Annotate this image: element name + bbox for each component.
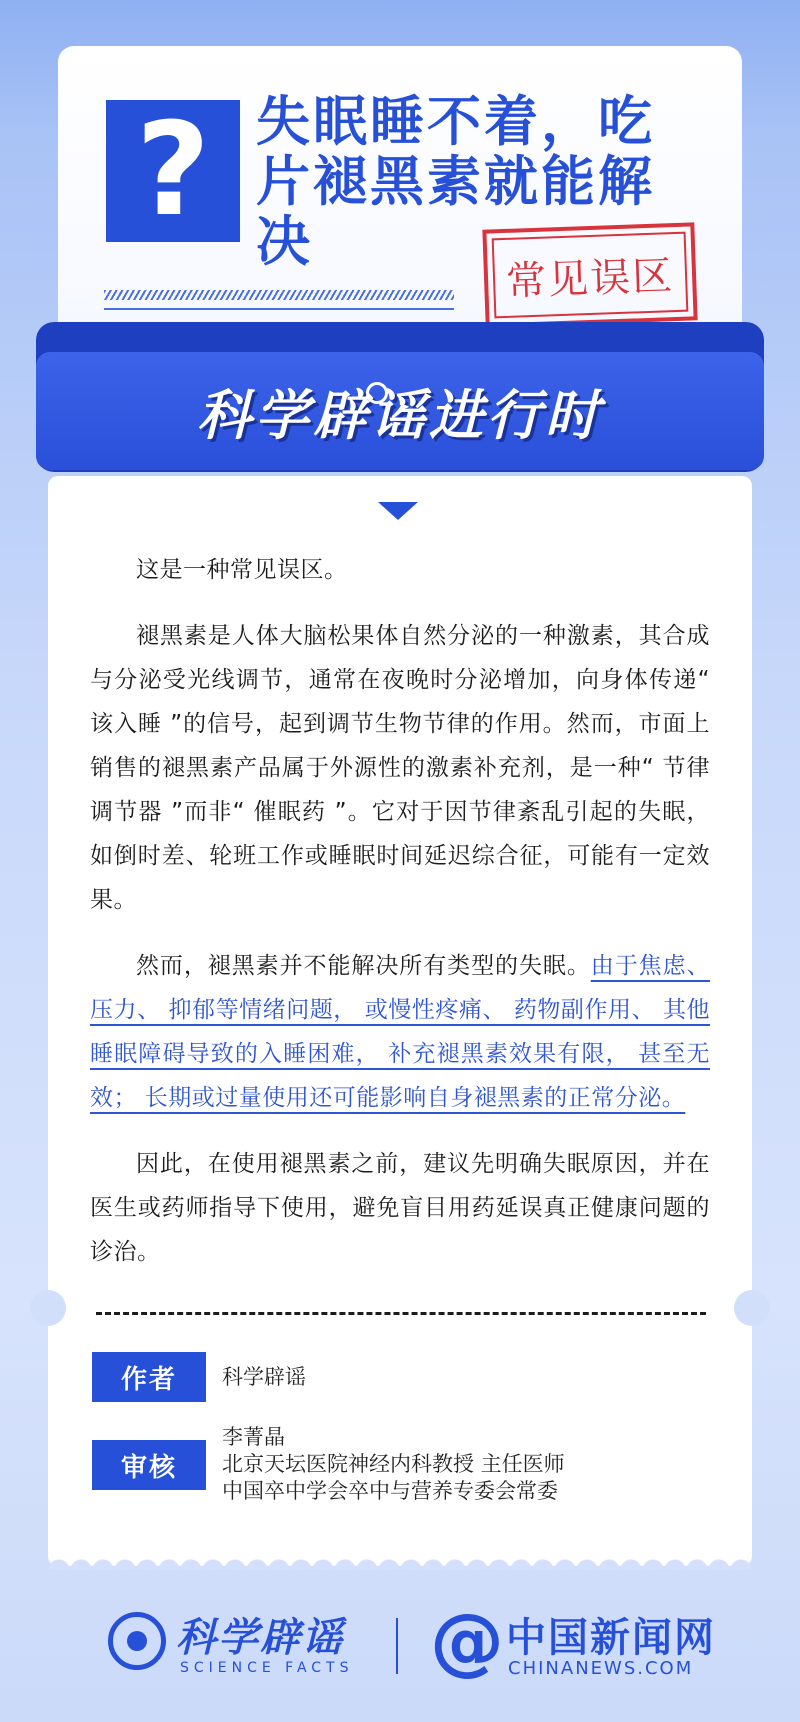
scalloped-edge <box>48 1548 752 1570</box>
reviewer-role: 中国卒中学会卒中与营养专委会常委 <box>222 1479 558 1503</box>
paragraph-definition: 褪黑素是人体大脑松果体自然分泌的一种激素，其合成与分泌受光线调节，通常在夜晚时分泌增加，向身体传递“ 该入睡 ”的信号，起到调节生物节律的作用。然而，市面上销售的褪黑素产品属于外源性的激素补充剂，是一种“ 节律调节器 ”而非“ 催眠药 ”。它对于因节律紊乱引起的失眠，如倒时差、轮班工作或睡眠时间延迟综合征，可能有一定效果。 <box>90 623 710 913</box>
science-facts-logo-title: 科学辟谣 <box>176 1615 344 1661</box>
science-facts-logo-sub: SCIENCE FACTS <box>180 1660 354 1676</box>
decorative-stripe <box>104 290 454 300</box>
science-facts-logo-icon <box>108 1612 166 1670</box>
pointer-triangle-icon <box>378 502 418 520</box>
decorative-line <box>104 308 454 310</box>
stamp-label: 常见误区 <box>492 232 689 319</box>
dashed-divider <box>96 1312 706 1315</box>
paragraph-limitations <box>90 944 710 1120</box>
author-label: 作者 <box>92 1352 206 1402</box>
question-icon <box>106 96 240 245</box>
chinanews-logo-title: 中国新闻网 <box>506 1615 716 1661</box>
paragraph-advice: 因此，在使用褪黑素之前，建议先明确失眠原因，并在医生或药师指导下使用，避免盲目用药延误真正健康问题的诊治。 <box>90 1151 710 1265</box>
article-body <box>90 548 710 1296</box>
misconception-stamp <box>482 222 697 327</box>
footer <box>0 1600 800 1710</box>
reviewer-title: 北京天坛医院神经内科教授 主任医师 <box>222 1452 565 1476</box>
ticket-notch-left <box>30 1290 66 1326</box>
chinanews-logo-sub: CHINANEWS.COM <box>508 1658 694 1679</box>
reviewer-name: 李菁晶 <box>222 1425 285 1449</box>
reviewer-info <box>222 1424 565 1505</box>
page-title: 失眠睡不着，吃片褪黑素就能解决 <box>256 90 655 273</box>
ring-icon <box>366 382 388 404</box>
footer-divider <box>396 1618 398 1674</box>
review-label: 审核 <box>92 1440 206 1490</box>
banner-title: 科学辟谣进行时 <box>197 383 603 447</box>
question-mark: ? <box>135 96 211 245</box>
paragraph-intro: 这是一种常见误区。 <box>136 557 348 583</box>
highlighted-text: 由于焦虑、 压力、 抑郁等情绪问题， 或慢性疼痛、 药物副作用、 其他睡眠障碍导致的入睡困难， 补充褪黑素效果有限， 甚至无效； 长期或过量使用还可能影响自身褪黑素的正常分泌。 <box>90 953 711 1111</box>
ticket-notch-right <box>734 1290 770 1326</box>
author-value: 科学辟谣 <box>222 1365 306 1389</box>
chinanews-at-icon: @ <box>430 1598 504 1684</box>
limitations-lead: 然而，褪黑素并不能解决所有类型的失眠。 <box>136 953 591 979</box>
section-banner <box>36 352 764 470</box>
